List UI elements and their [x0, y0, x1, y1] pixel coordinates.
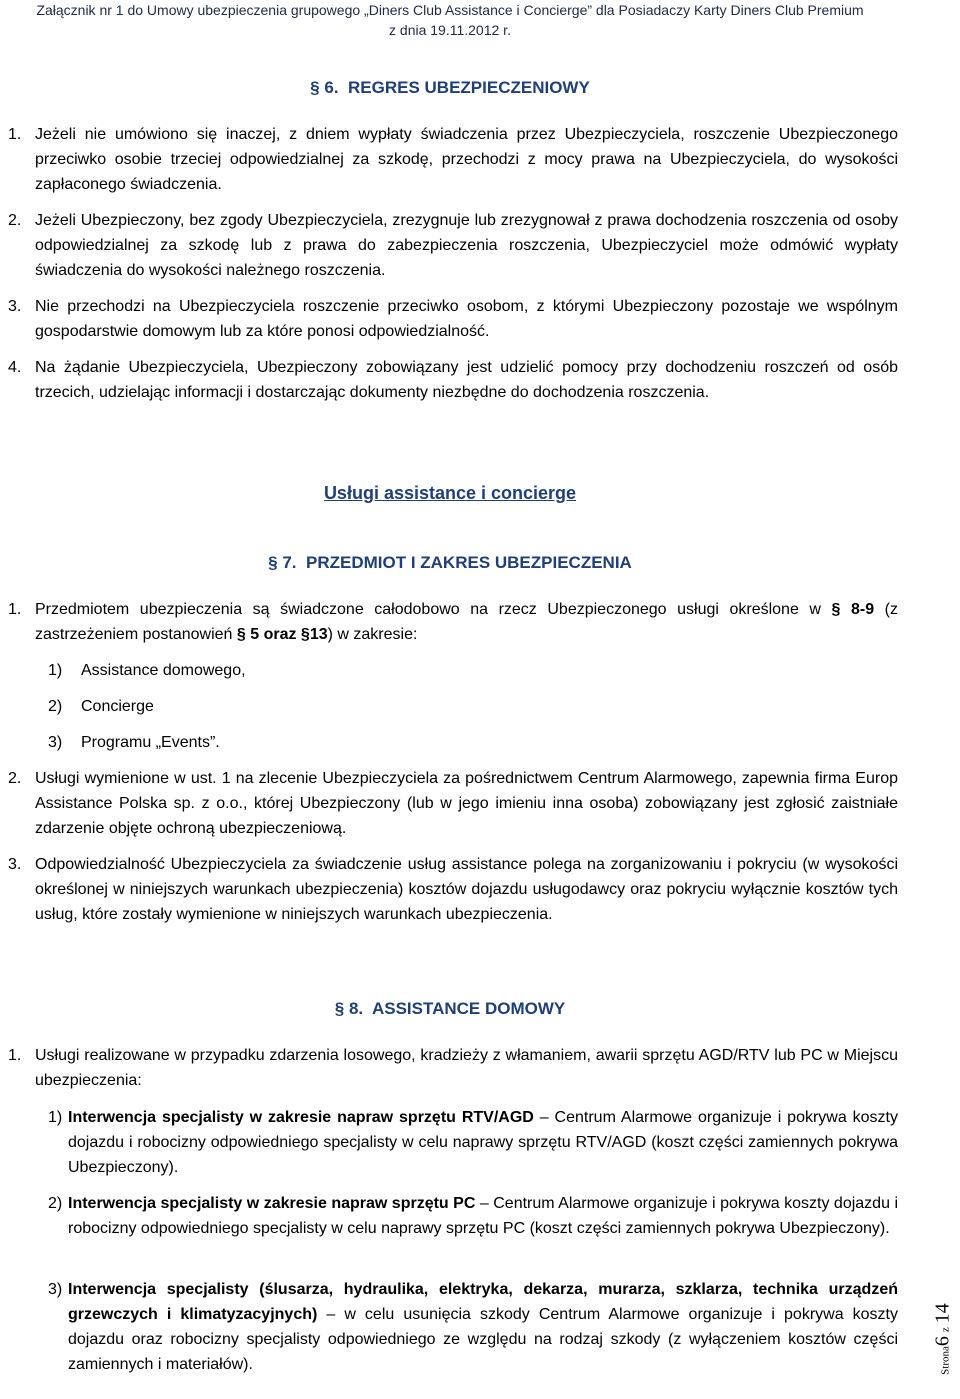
sec7-item-1	[8, 597, 898, 647]
services-title: Usługi assistance i concierge	[323, 483, 577, 503]
paragraph-sign: §	[310, 78, 320, 97]
sec6-item-1	[8, 122, 898, 197]
item-text: Usługi wymienione w ust. 1 na zlecenie Ubezpieczyciela za pośrednictwem Centrum Alarmowego, zapewnia firma Europ Assistance Polska sp. z o.o., której Ubezpieczony (lub w jego imieniu inna osoba) zobowiązany jest zgłosić zaistniałe zdarzenie objęte ochroną ubezpieczeniową.	[35, 770, 898, 837]
section-8-heading	[0, 998, 900, 1020]
sub-body: – Centrum Alarmowe organizuje i pokrywa koszty dojazdu i robocizny odpowiedniego specjalisty w celu naprawy sprzętu PC (koszt części zamiennych pokrywa Ubezpieczony).	[68, 1195, 898, 1237]
sec7-sub-2	[36, 694, 898, 719]
section-title: PRZEDMIOT I ZAKRES UBEZPIECZENIA	[305, 553, 632, 572]
section-7-heading	[0, 552, 900, 574]
sub-text: Programu „Events”.	[81, 734, 220, 751]
text-part: Przedmiotem ubezpieczenia są świadczone całodobowo na rzecz Ubezpieczonego usługi określone w	[35, 601, 832, 618]
text-part: ) w zakresie:	[327, 626, 418, 643]
sec6-item-2	[8, 208, 898, 283]
item-text: Usługi realizowane w przypadku zdarzenia losowego, kradzieży z włamaniem, awarii sprzętu AGD/RTV lub PC w Miejscu ubezpieczenia:	[35, 1047, 898, 1089]
paragraph-sign: §	[334, 999, 345, 1018]
sub-body: – w celu usunięcia szkody Centrum Alarmowe organizuje i pokrywa koszty dojazdu oraz robocizny specjalisty odpowiedniego ze względu na rodzaj szkody (z wyłączeniem kosztów części zamiennych i materiałów).	[68, 1306, 898, 1373]
item-text: Na żądanie Ubezpieczyciela, Ubezpieczony zobowiązany jest udzielić pomocy przy dochodzeniu roszczeń od osób trzecich, udzielając informacji i dostarczając dokumenty niezbędne do dochodzenia roszczenia.	[35, 359, 898, 401]
item-text: Jeżeli nie umówiono się inaczej, z dniem wypłaty świadczenia przez Ubezpieczyciela, roszczenie Ubezpieczonego przeciwko osobie trzeciej odpowiedzialnej za szkodę, przechodzi z mocy prawa na Ubezpieczyciela, do wysokości zapłaconego świadczenia.	[35, 126, 898, 193]
page-number-vertical	[928, 1279, 958, 1399]
sub-number: 2)	[48, 698, 63, 715]
item-number: 2.	[8, 770, 22, 787]
total-pages: 14	[931, 1303, 954, 1324]
page-number-label	[932, 1303, 955, 1375]
item-number: 1.	[8, 1047, 22, 1064]
sec7-item-2	[8, 766, 898, 841]
page-word: Strona	[939, 1346, 952, 1375]
sec6-item-3	[8, 294, 898, 344]
item-text: Jeżeli Ubezpieczony, bez zgody Ubezpieczyciela, zrezygnuje lub zrezygnował z prawa dochodzenia roszczenia od osoby odpowiedzialnej za szkodę lub z prawa do zabezpieczenia roszczenia, Ubezpieczyciel może odmówić wypłaty świadczenia do wysokości należnego roszczenia.	[35, 212, 898, 279]
item-number: 1.	[8, 601, 22, 618]
item-number: 2.	[8, 212, 22, 229]
bold-reference: § 5 oraz §13	[236, 626, 328, 643]
section-6-heading	[0, 77, 900, 99]
section-number: 8.	[348, 999, 364, 1018]
sub-number: 3)	[48, 734, 63, 751]
sub-number: 1)	[48, 662, 63, 679]
sub-number: 2)	[48, 1195, 63, 1212]
sec6-item-4	[8, 355, 898, 405]
item-number: 3.	[8, 298, 22, 315]
bold-reference: § 8-9	[831, 601, 875, 618]
section-title: ASSISTANCE DOMOWY	[371, 999, 566, 1018]
header-line-1: Załącznik nr 1 do Umowy ubezpieczenia grupowego „Diners Club Assistance i Concierge” dla Posiadaczy Karty Diners Club Premium	[36, 2, 864, 18]
section-number: 6.	[324, 78, 339, 97]
item-text: Odpowiedzialność Ubezpieczyciela za świadczenie usług assistance polega na zorganizowaniu i pokryciu (w wysokości określonej w niniejszych warunkach ubezpieczenia) kosztów dojazdu usługodawcy oraz pokryciu wyłącznie kosztów tych usług, które zostały wymienione w niniejszych warunkach ubezpieczenia.	[35, 856, 898, 923]
sub-bold-title: Interwencja specjalisty w zakresie napraw sprzętu PC	[68, 1195, 476, 1212]
item-text: Nie przechodzi na Ubezpieczyciela roszczenie przeciwko osobom, z którymi Ubezpieczony pozostaje we wspólnym gospodarstwie domowym lub za które ponosi odpowiedzialność.	[35, 298, 898, 340]
sec7-sub-3	[36, 730, 898, 755]
sec7-item-3	[8, 852, 898, 927]
section-number: 7.	[282, 553, 297, 572]
sub-text: Assistance domowego,	[81, 662, 246, 679]
paragraph-sign: §	[268, 553, 278, 572]
item-number: 3.	[8, 856, 22, 873]
text-part: (z zastrzeżeniem postanowień	[35, 601, 899, 643]
section-title: REGRES UBEZPIECZENIOWY	[348, 78, 590, 97]
sub-number: 3)	[48, 1281, 63, 1298]
sub-body: – Centrum Alarmowe organizuje i pokrywa koszty dojazdu i robocizny odpowiedniego specjalisty w celu naprawy sprzętu RTV/AGD (koszt części zamiennych pokrywa Ubezpieczony).	[68, 1109, 899, 1176]
sec8-sub-1	[36, 1105, 898, 1180]
item-number: 4.	[8, 359, 22, 376]
header-line-2: z dnia 19.11.2012 r.	[389, 22, 511, 38]
sec7-sub-1	[36, 658, 898, 683]
sub-text	[68, 1277, 898, 1377]
sec8-sub-3	[36, 1277, 898, 1377]
sub-number: 1)	[48, 1109, 63, 1126]
item-text	[35, 597, 898, 647]
sub-text	[68, 1191, 898, 1241]
of-word: z	[939, 1327, 952, 1333]
sub-bold-title: Interwencja specjalisty (ślusarza, hydraulika, elektryka, dekarza, murarza, szklarza, technika urządzeń grzewczych i klimatyzacyjnych)	[68, 1281, 898, 1323]
sec8-item-1	[8, 1043, 898, 1093]
sub-text: Concierge	[81, 698, 154, 715]
sub-text	[68, 1105, 898, 1180]
document-header	[0, 0, 900, 40]
current-page: 6	[931, 1336, 954, 1347]
sec8-sub-2	[36, 1191, 898, 1241]
sub-bold-title: Interwencja specjalisty w zakresie napraw sprzętu RTV/AGD	[68, 1109, 534, 1126]
item-number: 1.	[8, 126, 22, 143]
